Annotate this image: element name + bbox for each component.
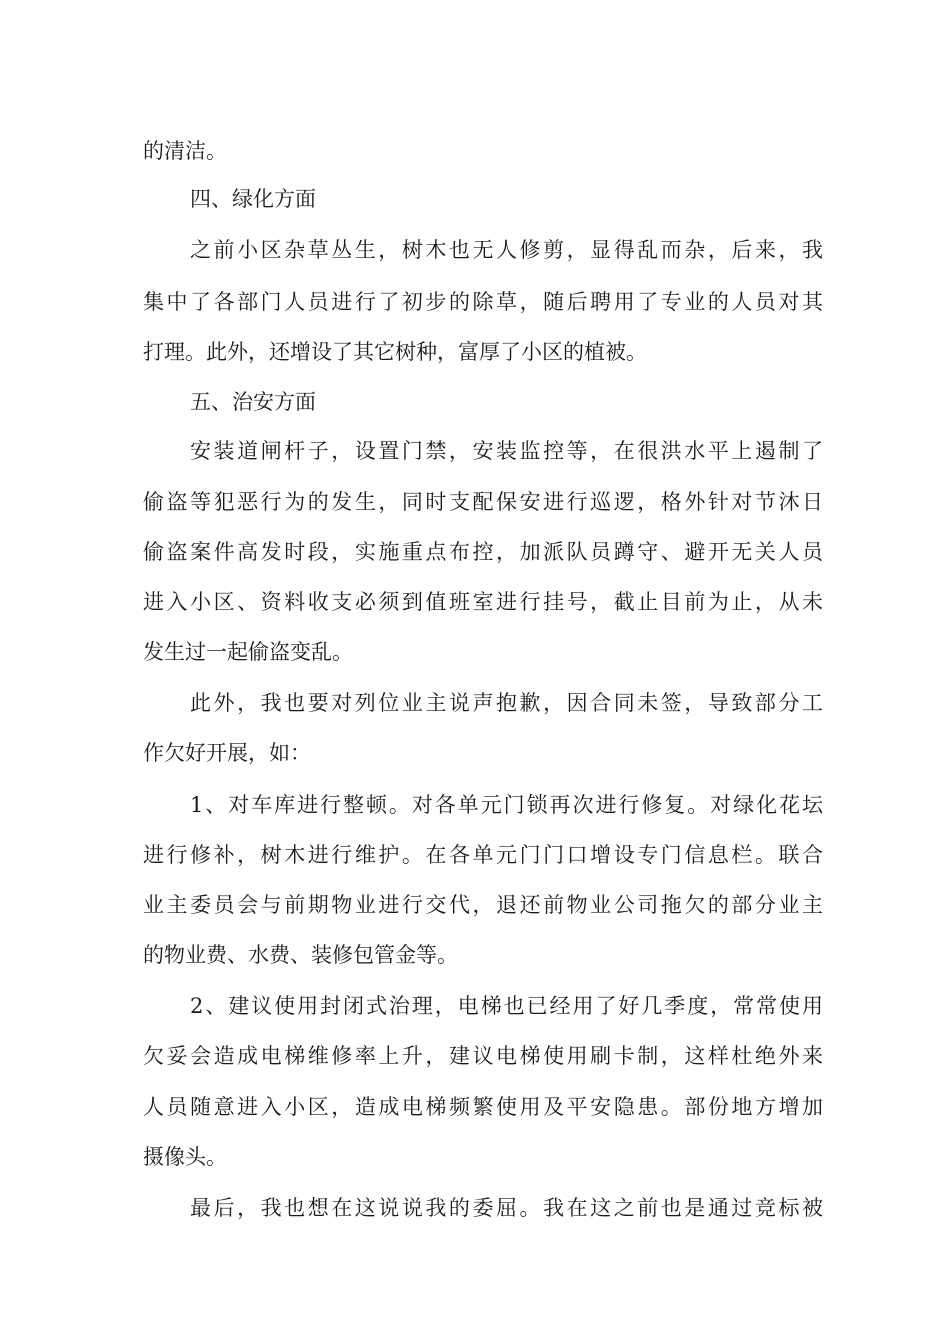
text-line: 发生过一起偷盗变乱。 (143, 640, 353, 664)
text-line: 的物业费、水费、装修包管金等。 (143, 943, 458, 967)
text-line: 欠妥会造成电梯维修率上升，建议电梯使用刷卡制，这样杜绝外来 (143, 1044, 823, 1068)
list-item-2: 2、建议使用封闭式治理，电梯也已经用了好几季度，常常使用 (190, 994, 823, 1018)
text-line: 安装道闸杆子，设置门禁，安装监控等，在很洪水平上遏制了 (190, 439, 823, 463)
text-line: 进入小区、资料收支必须到值班室进行挂号，截止目前为止，从未 (143, 590, 823, 614)
text-line: 之前小区杂草丛生，树木也无人修剪，显得乱而杂，后来，我 (190, 238, 823, 262)
text-line: 人员随意进入小区，造成电梯频繁使用及平安隐患。部份地方增加 (143, 1095, 823, 1119)
text-line: 打理。此外，还增设了其它树种，富厚了小区的植被。 (143, 340, 647, 364)
text-line: 最后，我也想在这说说我的委屈。我在这之前也是通过竞标被 (190, 1196, 823, 1220)
text-line: 集中了各部门人员进行了初步的除草，随后聘用了专业的人员对其 (143, 290, 823, 314)
text-line: 业主委员会与前期物业进行交代，退还前物业公司拖欠的部分业主 (143, 893, 823, 917)
list-item-1: 1、对车库进行整顿。对各单元门锁再次进行修复。对绿化花坛 (190, 793, 823, 817)
section-heading-greening: 四、绿化方面 (190, 187, 316, 211)
text-line: 此外，我也要对列位业主说声抱歉，因合同未签，导致部分工 (190, 691, 823, 715)
text-line: 偷盗案件高发时段，实施重点布控，加派队员蹲守、避开无关人员 (143, 540, 823, 564)
text-line: 进行修补，树木进行维护。在各单元门门口增设专门信息栏。联合 (143, 843, 823, 867)
text-line: 的清洁。 (143, 139, 227, 163)
text-line: 作欠好开展，如： (143, 741, 311, 765)
section-heading-security: 五、治安方面 (190, 390, 316, 414)
text-line: 摄像头。 (143, 1145, 227, 1169)
text-line: 偷盗等犯恶行为的发生，同时支配保安进行巡逻，格外针对节沐日 (143, 490, 823, 514)
